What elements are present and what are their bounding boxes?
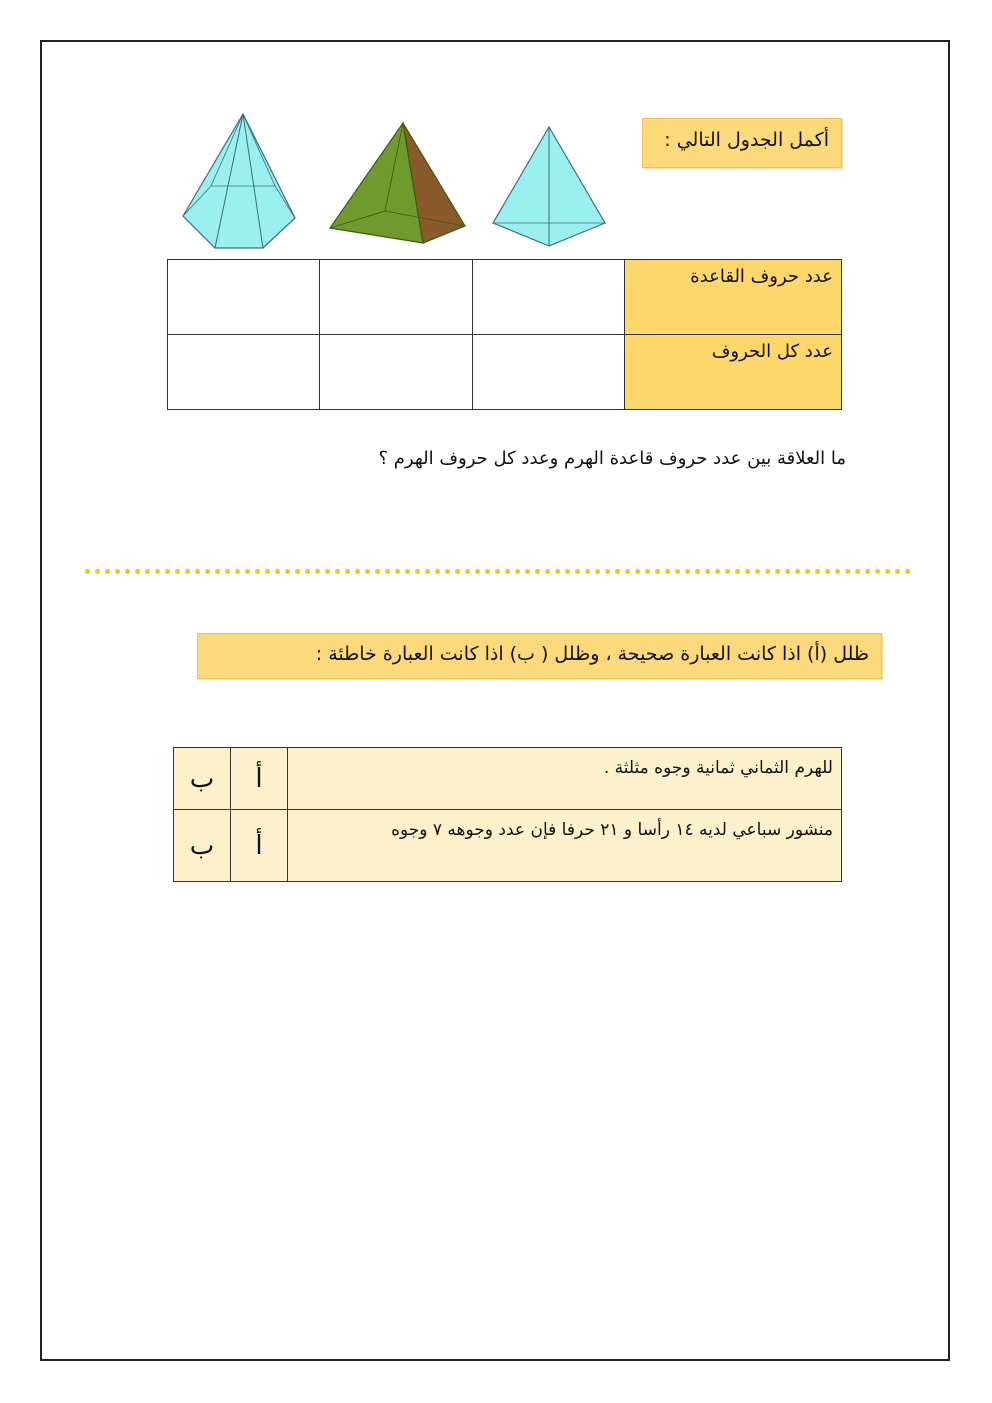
hexagonal-pyramid-figure <box>183 114 295 248</box>
choice-b-option[interactable]: ب <box>174 810 231 882</box>
true-false-heading: ظلل (أ) اذا كانت العبارة صحيحة ، وظلل ( ب) اذا كانت العبارة خاطئة : <box>197 633 882 679</box>
choice-a-option[interactable]: أ <box>231 810 288 882</box>
row-label-total-edges: عدد كل الحروف <box>625 335 842 410</box>
choice-a-option[interactable]: أ <box>231 748 288 810</box>
answer-cell[interactable] <box>320 335 472 410</box>
statement-text: للهرم الثماني ثمانية وجوه مثلثة . <box>288 748 842 810</box>
section-separator <box>85 569 911 574</box>
square-pyramid-figure <box>330 123 465 243</box>
statement-text: منشور سباعي لديه ١٤ رأسا و ٢١ حرفا فإن عدد وجوهه ٧ وجوه <box>288 810 842 882</box>
table-row <box>174 748 842 810</box>
complete-table-heading: أكمل الجدول التالي : <box>642 118 842 168</box>
answer-cell[interactable] <box>320 260 472 335</box>
edges-table <box>167 259 842 410</box>
answer-cell[interactable] <box>472 260 624 335</box>
table-row <box>174 810 842 882</box>
pyramid-figures <box>175 108 615 253</box>
answer-cell[interactable] <box>168 335 320 410</box>
answer-cell[interactable] <box>472 335 624 410</box>
true-false-table <box>173 747 842 882</box>
table-row <box>168 335 842 410</box>
table-row <box>168 260 842 335</box>
row-label-base-edges: عدد حروف القاعدة <box>625 260 842 335</box>
relation-question: ما العلاقة بين عدد حروف قاعدة الهرم وعدد كل حروف الهرم ؟ <box>378 448 846 469</box>
answer-cell[interactable] <box>168 260 320 335</box>
choice-b-option[interactable]: ب <box>174 748 231 810</box>
triangular-pyramid-figure <box>493 127 605 246</box>
